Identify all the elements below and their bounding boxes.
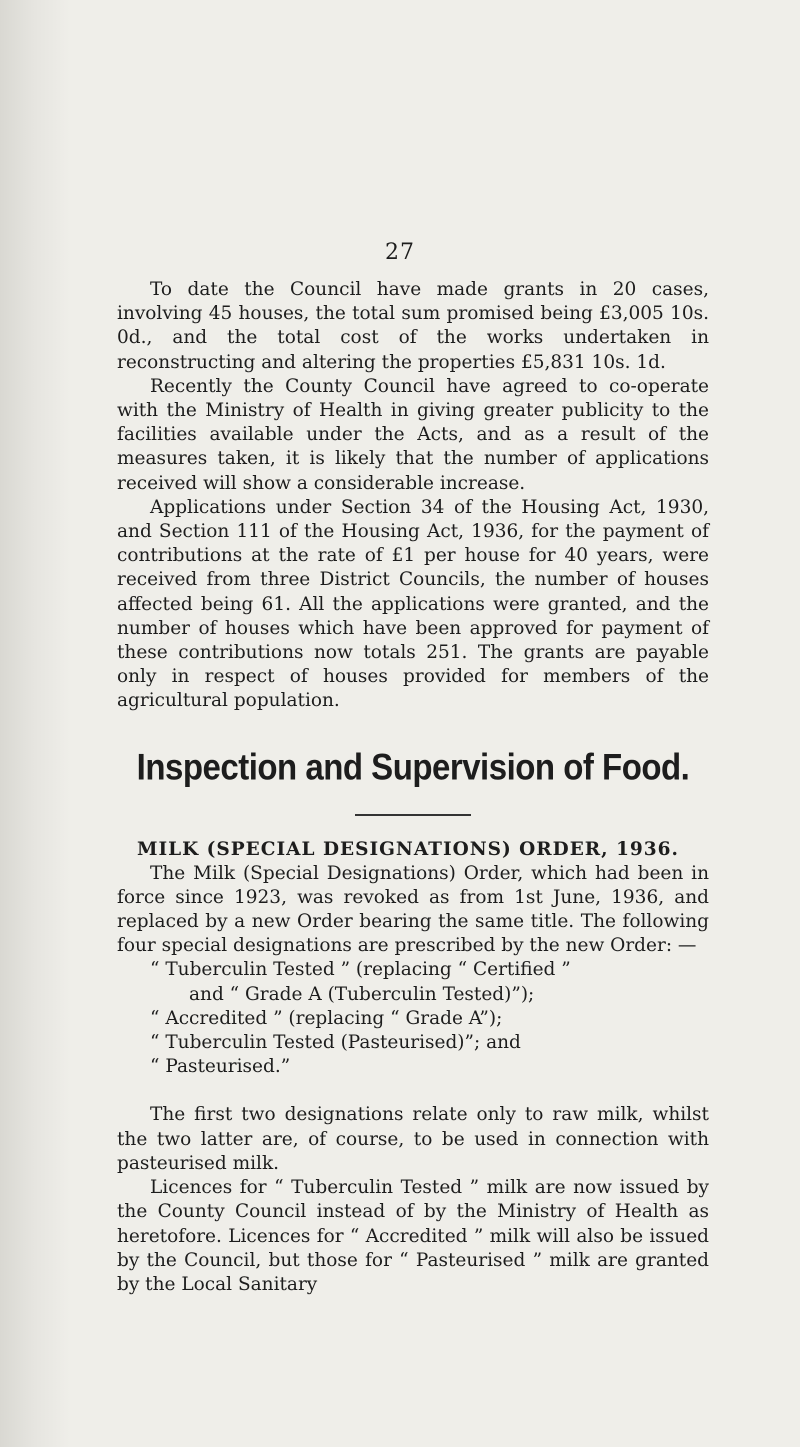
paragraph-applications: Applications under Section 34 of the Housing Act, 1930, and Section 111 of the Housing Act, 1936, for the payment of contributions at the rate of £1 per house for 40 years, were received from three District Councils, the number of houses affected being 61. All the applications were granted, and the number of houses which have been approved for payment of these contributions now totals 251. The grants are payable only in respect of houses provided for members of the agricultural population. [117, 496, 709, 712]
section-heading: Inspection and Supervision of Food. [136, 745, 690, 787]
designations-list [117, 958, 709, 1079]
heading-divider [355, 814, 471, 816]
page-binding-margin [0, 0, 70, 1447]
paragraph-order-intro: The Milk (Special Designations) Order, which had been in force since 1923, was revoked as from 1st June, 1936, and replaced by a new Order bearing the same title. The following four special designations are prescribed by the new Order: — [117, 862, 709, 957]
spacer [117, 1079, 709, 1103]
paragraph-grants: To date the Council have made grants in 20 cases, involving 45 houses, the total sum promised being £3,005 10s. 0d., and the total cost of the works undertaken in reconstructing and altering the properties £5,831 10s. 1d. [117, 279, 709, 373]
list-item: “ Tuberculin Tested (Pasteurised)”; and [150, 1032, 521, 1054]
paragraph-publicity: Recently the County Council have agreed to co-operate with the Ministry of Health in giving greater publicity to the facilities available under the Acts, and as a result of the measures taken, it is likely that the number of applications received will show a considerable increase. [117, 375, 709, 494]
list-item: “ Tuberculin Tested ” (replacing “ Certified ” [150, 959, 571, 981]
page-body [117, 278, 709, 1297]
list-item: “ Pasteurised.” [150, 1056, 291, 1078]
order-heading: MILK (SPECIAL DESIGNATIONS) ORDER, 1936. [137, 838, 679, 860]
paragraph-raw-milk: The first two designations relate only to raw milk, whilst the two latter are, of course, to be used in connection with pasteurised milk. [117, 1104, 709, 1174]
paragraph-licences: Licences for “ Tuberculin Tested ” milk are now issued by the County Council instead of by the Ministry of Health as heretofore. Licences for “ Accredited ” milk will also be issued by the Council, but those for “ Pasteurised ” milk are granted by the Local Sanitary [117, 1177, 709, 1295]
page-number: 27 [385, 240, 415, 265]
list-item: and “ Grade A (Tuberculin Tested)”); [189, 983, 535, 1005]
list-item: “ Accredited ” (replacing “ Grade A”); [150, 1007, 503, 1029]
